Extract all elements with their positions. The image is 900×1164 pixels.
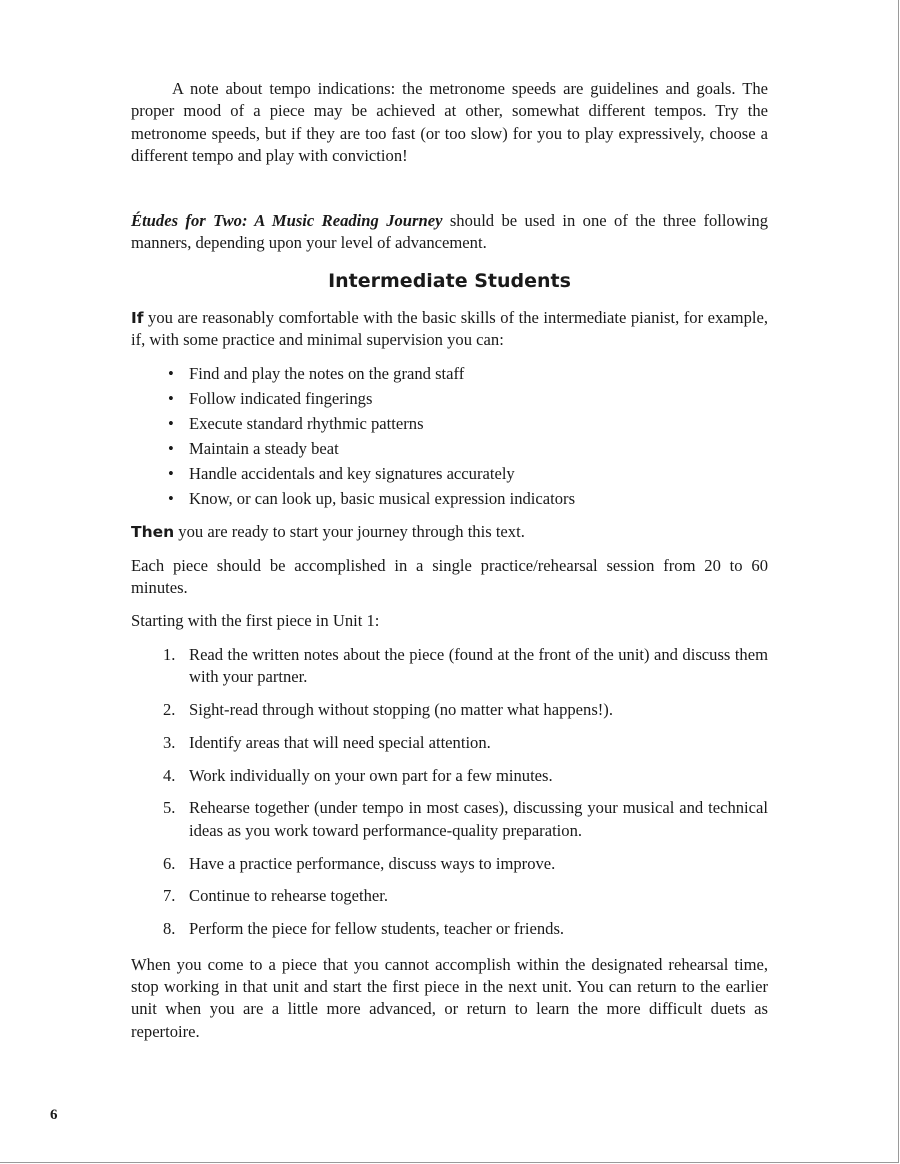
list-item: • Know, or can look up, basic musical expression indicators [162, 486, 768, 511]
list-item [131, 853, 768, 875]
usage-text: should be used in one of the three following manners, depending upon your level of advancement. [131, 210, 768, 253]
step-number: 2. [163, 700, 176, 720]
page-content [131, 78, 768, 1043]
step-number: 5. [163, 798, 176, 818]
tempo-note-paragraph: A note about tempo indications: the metronome speeds are guidelines and goals. The proper mood of a piece may be achieved at other, somewhat different tempos. Try the metronome speeds, but if they are too fast (or too slow) for you to play expressively, choose a different tempo and play with conviction! [131, 79, 768, 166]
session-paragraph: Each piece should be accomplished in a single practice/rehearsal session from 20 to 60 minutes. [131, 555, 768, 598]
then-lead-word: Then [131, 523, 175, 542]
step-number: 8. [163, 919, 176, 939]
page-number: 6 [50, 1107, 58, 1123]
list-item: • Execute standard rhythmic patterns [162, 411, 768, 436]
starting-paragraph: Starting with the first piece in Unit 1: [131, 611, 380, 631]
step-text: Sight-read through without stopping (no matter what happens!). [189, 700, 613, 720]
step-number: 4. [163, 765, 176, 785]
list-item: • Find and play the notes on the grand staff [162, 361, 768, 386]
step-number: 3. [163, 732, 176, 752]
if-paragraph [131, 307, 768, 352]
list-item [131, 885, 768, 907]
step-text: Have a practice performance, discuss ways to improve. [189, 853, 556, 873]
step-text: Identify areas that will need special attention. [189, 732, 491, 752]
if-lead-word: If [131, 308, 144, 327]
closing-paragraph: When you come to a piece that you cannot accomplish within the designated rehearsal time, stop working in that unit and start the first piece in the next unit. You can return to the earlier unit when you are a little more advanced, or return to learn the more difficult duets as repertoire. [131, 954, 768, 1041]
list-item: • Follow indicated fingerings [162, 386, 768, 411]
skills-list [131, 361, 768, 512]
book-title: Études for Two: A Music Reading Journey [131, 210, 443, 230]
step-text: Rehearse together (under tempo in most cases), discussing your musical and technical ideas as you work toward performance-quality preparation. [189, 798, 768, 840]
step-number: 1. [163, 644, 176, 664]
list-item: • Maintain a steady beat [162, 436, 768, 461]
list-item [131, 918, 768, 940]
list-item [131, 797, 768, 842]
list-item [131, 644, 768, 689]
steps-list [131, 644, 768, 941]
list-item [131, 765, 768, 787]
step-text: Work individually on your own part for a few minutes. [189, 765, 553, 785]
step-text: Perform the piece for fellow students, teacher or friends. [189, 919, 565, 939]
if-text: you are reasonably comfortable with the basic skills of the intermediate pianist, for example, if, with some practice and minimal supervision you can: [131, 307, 768, 350]
section-heading: Intermediate Students [328, 270, 571, 293]
usage-paragraph [131, 210, 768, 255]
list-item: • Handle accidentals and key signatures accurately [162, 461, 768, 486]
list-item [131, 699, 768, 721]
then-text: you are ready to start your journey through this text. [174, 522, 525, 542]
step-number: 6. [163, 853, 176, 873]
step-text: Continue to rehearse together. [189, 886, 389, 906]
step-number: 7. [163, 886, 176, 906]
list-item [131, 732, 768, 754]
then-paragraph [131, 521, 768, 543]
step-text: Read the written notes about the piece (found at the front of the unit) and discuss them with your partner. [189, 644, 768, 687]
